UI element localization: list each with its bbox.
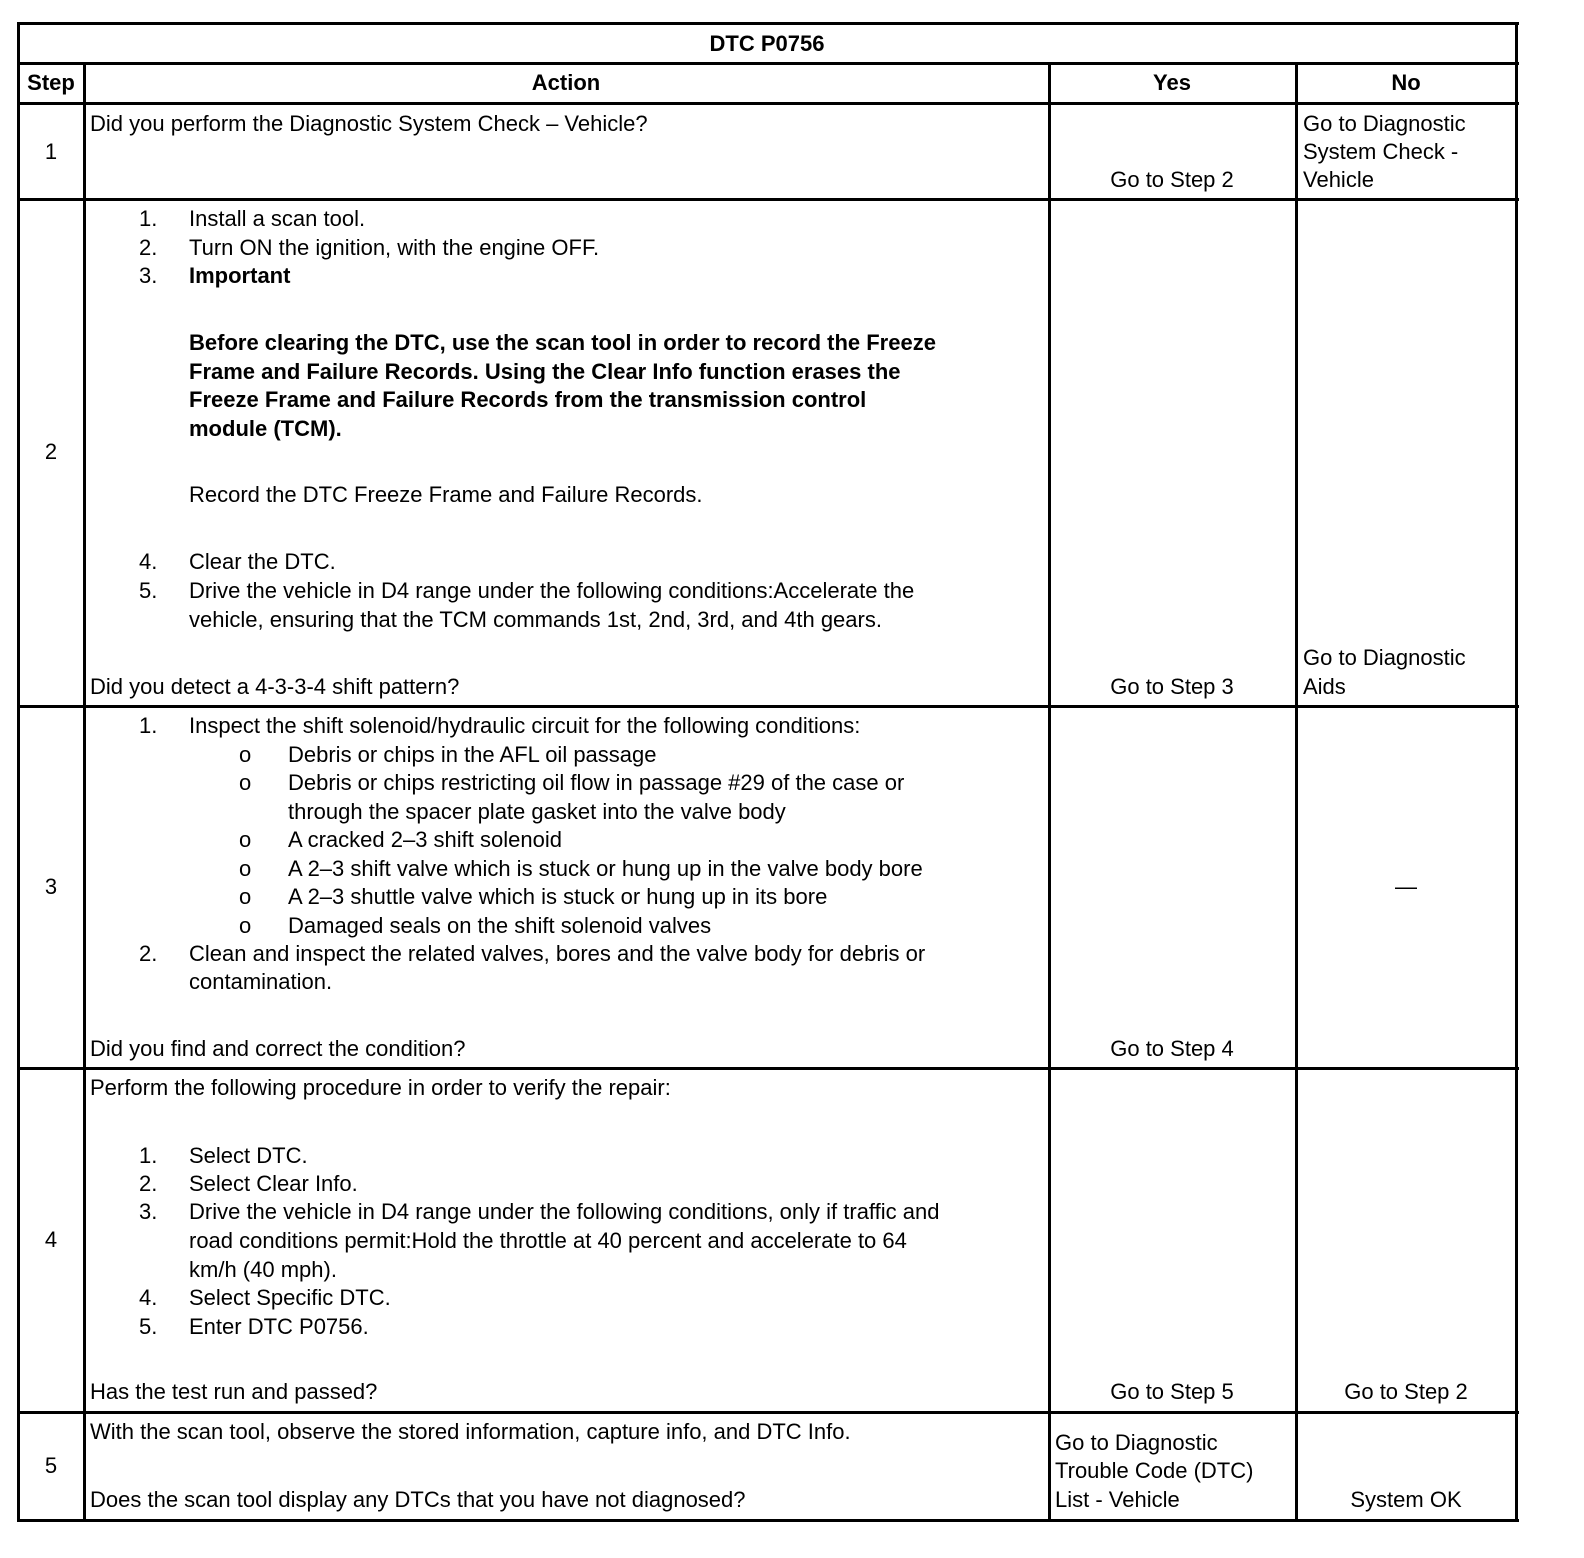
item-number: 2.: [139, 1171, 158, 1196]
item-text: road conditions permit:Hold the throttle at 40 percent and accelerate to 64: [189, 1228, 907, 1253]
bullet-text: Damaged seals on the shift solenoid valves: [288, 913, 712, 938]
item-text: Select Clear Info.: [189, 1171, 358, 1196]
step-number: 3: [44, 874, 58, 899]
important-text: Frame and Failure Records. Using the Clear Info function erases the: [189, 359, 901, 384]
item-text: Clear the DTC.: [189, 549, 336, 574]
step-number: 5: [44, 1453, 58, 1478]
bullet-icon: o: [239, 770, 252, 795]
yes-link[interactable]: Go to Diagnostic: [1055, 1430, 1218, 1455]
item-text: Install a scan tool.: [189, 206, 366, 231]
yes-link[interactable]: Go to Step 4: [1110, 1036, 1234, 1061]
table-title: DTC P0756: [709, 31, 825, 56]
item-text: Enter DTC P0756.: [189, 1314, 369, 1339]
item-text: km/h (40 mph).: [189, 1257, 337, 1282]
bullet-text: A cracked 2–3 shift solenoid: [288, 827, 562, 852]
item-text: Drive the vehicle in D4 range under the following conditions, only if traffic and: [189, 1199, 940, 1224]
item-number: 5.: [139, 1314, 158, 1339]
item-text: Drive the vehicle in D4 range under the following conditions:Accelerate the: [189, 578, 915, 603]
header-step: Step: [27, 70, 75, 95]
no-link[interactable]: Go to Diagnostic: [1303, 645, 1466, 670]
yes-link[interactable]: Go to Step 2: [1110, 167, 1234, 192]
yes-link[interactable]: Go to Step 5: [1110, 1379, 1234, 1404]
header-no: No: [1391, 70, 1421, 95]
no-link[interactable]: System Check -: [1303, 139, 1459, 164]
no-value: —: [1395, 874, 1417, 899]
bullet-icon: o: [239, 742, 252, 767]
item-number: 4.: [139, 549, 158, 574]
header-action: Action: [531, 70, 601, 95]
bullet-text: A 2–3 shuttle valve which is stuck or hung up in its bore: [288, 884, 828, 909]
yes-link[interactable]: Trouble Code (DTC): [1055, 1458, 1254, 1483]
item-text: Clean and inspect the related valves, bores and the valve body for debris or: [189, 941, 926, 966]
question-text: Does the scan tool display any DTCs that you have not diagnosed?: [90, 1487, 746, 1512]
bullet-text: Debris or chips in the AFL oil passage: [288, 742, 657, 767]
no-link[interactable]: Vehicle: [1303, 167, 1374, 192]
no-link[interactable]: Go to Step 2: [1344, 1379, 1468, 1404]
yes-link[interactable]: List - Vehicle: [1055, 1487, 1180, 1512]
no-value: System OK: [1350, 1487, 1462, 1512]
step-number: 1: [44, 139, 58, 164]
item-text: Select DTC.: [189, 1143, 308, 1168]
step-number: 4: [44, 1227, 58, 1252]
bullet-icon: o: [239, 856, 252, 881]
item-number: 1.: [139, 713, 158, 738]
important-heading: Important: [189, 263, 291, 288]
bullet-text: Debris or chips restricting oil flow in passage #29 of the case or: [288, 770, 905, 795]
bullet-icon: o: [239, 884, 252, 909]
item-text: contamination.: [189, 969, 333, 994]
header-yes: Yes: [1153, 70, 1191, 95]
no-link[interactable]: Go to Diagnostic: [1303, 111, 1466, 136]
item-number: 3.: [139, 1199, 158, 1224]
record-text: Record the DTC Freeze Frame and Failure Records.: [189, 482, 703, 507]
bullet-icon: o: [239, 913, 252, 938]
action-text: Did you perform the Diagnostic System Check – Vehicle?: [90, 111, 648, 136]
item-number: 4.: [139, 1285, 158, 1310]
important-text: module (TCM).: [189, 416, 342, 441]
no-link[interactable]: Aids: [1303, 674, 1346, 699]
intro-text: Perform the following procedure in order to verify the repair:: [90, 1075, 671, 1100]
item-number: 3.: [139, 263, 158, 288]
item-number: 2.: [139, 941, 158, 966]
item-number: 2.: [139, 235, 158, 260]
item-text: Select Specific DTC.: [189, 1285, 391, 1310]
bullet-text: A 2–3 shift valve which is stuck or hung up in the valve body bore: [288, 856, 923, 881]
question-text: Did you find and correct the condition?: [90, 1036, 466, 1061]
item-text: vehicle, ensuring that the TCM commands 1st, 2nd, 3rd, and 4th gears.: [189, 607, 882, 632]
item-number: 1.: [139, 206, 158, 231]
item-text: Inspect the shift solenoid/hydraulic circuit for the following conditions:: [189, 713, 861, 738]
bullet-text: through the spacer plate gasket into the valve body: [288, 799, 786, 824]
bullet-icon: o: [239, 827, 252, 852]
step-number: 2: [44, 439, 58, 464]
item-number: 1.: [139, 1143, 158, 1168]
important-text: Freeze Frame and Failure Records from the transmission control: [189, 387, 867, 412]
important-text: Before clearing the DTC, use the scan tool in order to record the Freeze: [189, 330, 936, 355]
item-text: Turn ON the ignition, with the engine OFF.: [189, 235, 600, 260]
question-text: Has the test run and passed?: [90, 1379, 378, 1404]
question-text: Did you detect a 4-3-3-4 shift pattern?: [90, 674, 460, 699]
item-number: 5.: [139, 578, 158, 603]
action-text: With the scan tool, observe the stored information, capture info, and DTC Info.: [90, 1419, 851, 1444]
yes-link[interactable]: Go to Step 3: [1110, 674, 1234, 699]
